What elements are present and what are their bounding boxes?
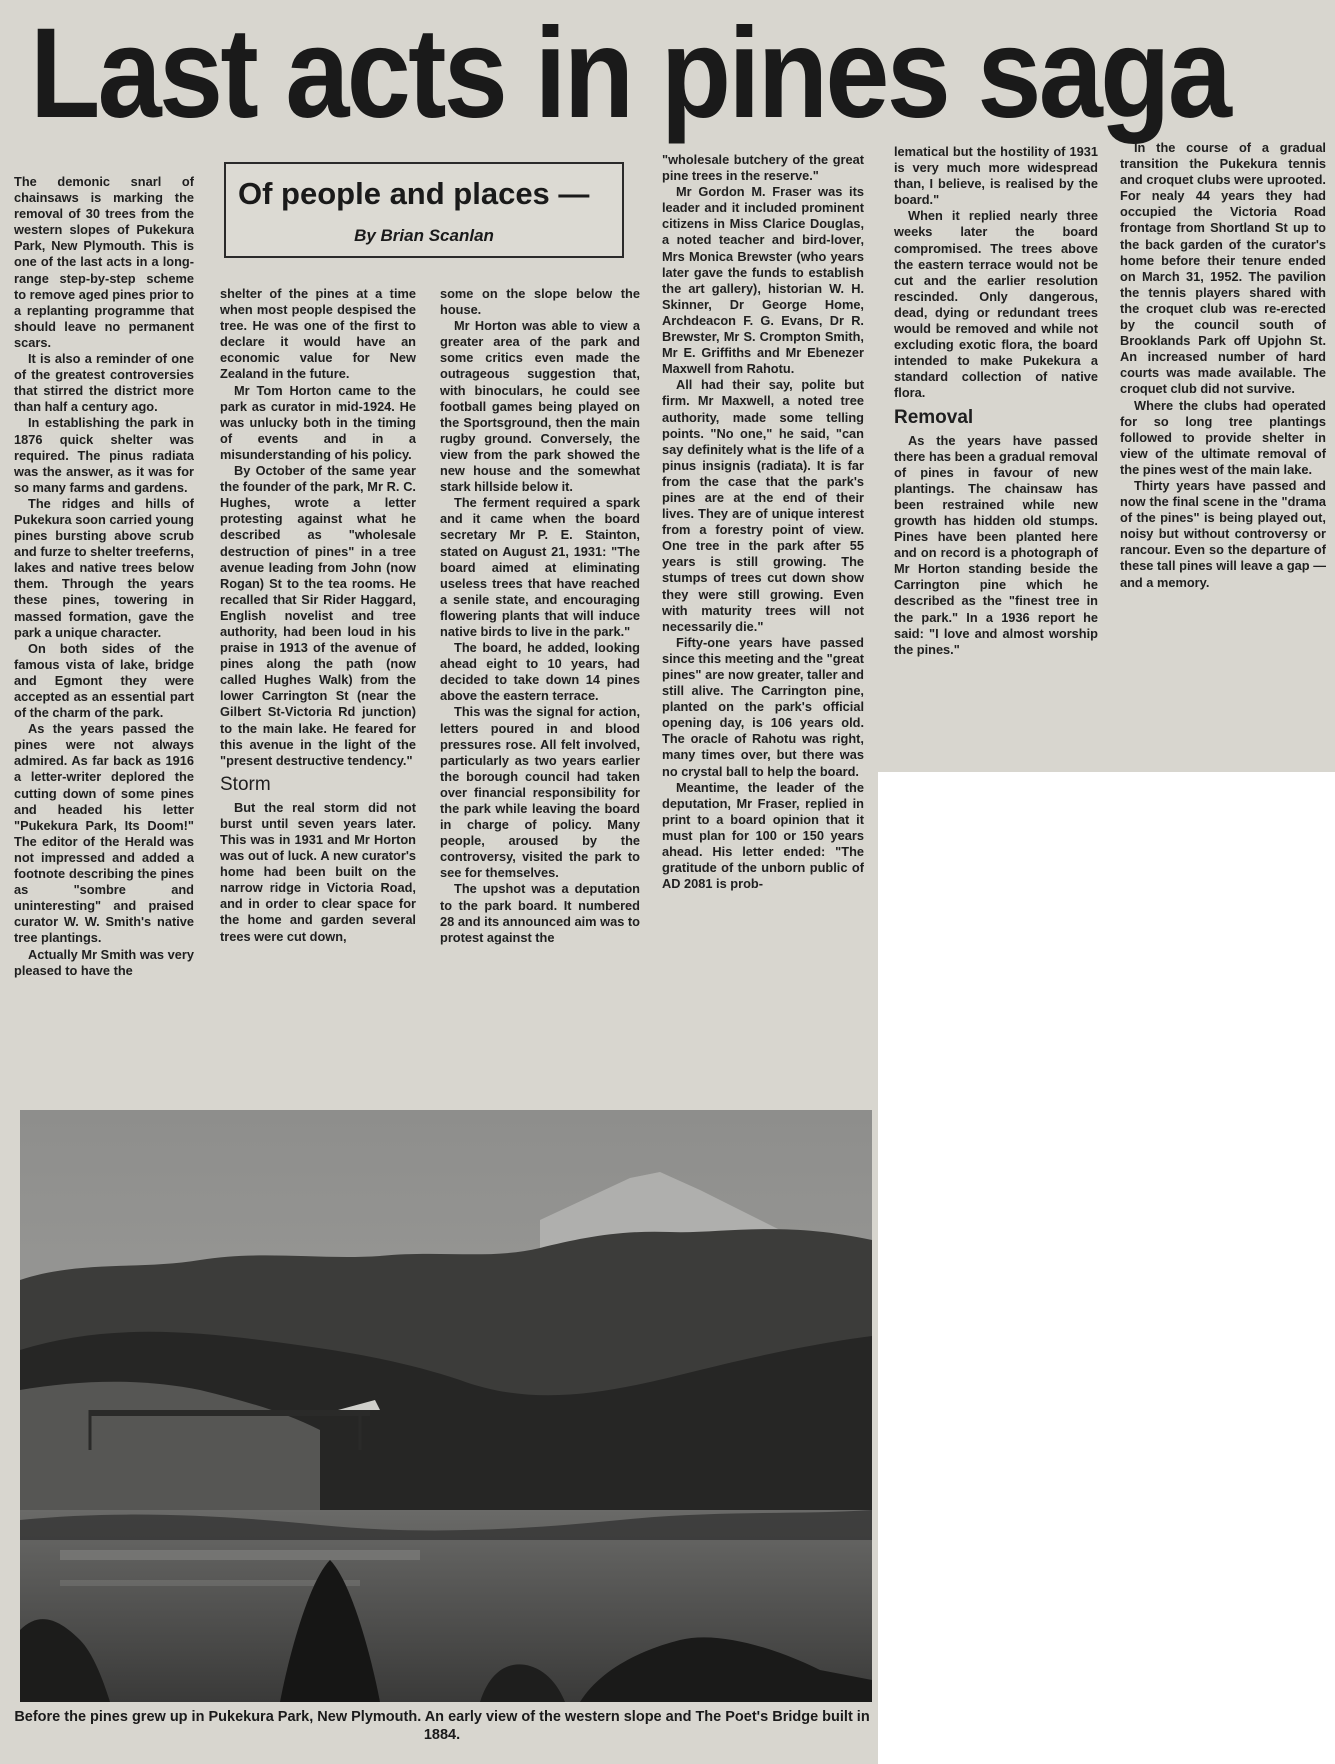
paragraph: In the course of a gradual transition the Pukekura tennis and croquet clubs were uprooted. For nealy 44 years they had occupied the Victoria Road frontage from Shortland St up to the back garden of the curator's home before their tenure ended on March 31, 1952. The pavilion the tennis players shared with the croquet club was re-erected by the council south of Brooklands Park off Upjohn St. An increased number of hard courts was made available. The croquet club did not survive. xyxy=(1120,140,1326,397)
paragraph: some on the slope below the house. xyxy=(440,286,640,318)
column-title: Of people and places — xyxy=(238,176,590,211)
paragraph: The board, he added, looking ahead eight to 10 years, had decided to take down 14 pines above the eastern terrace. xyxy=(440,640,640,704)
park-photograph xyxy=(20,1110,872,1702)
paragraph: By October of the same year the founder of the park, Mr R. C. Hughes, wrote a letter protesting against what he described as "wholesale destruction of pines" in a tree avenue leading from John (now Rogan) St to the tea rooms. He recalled that Sir Rider Haggard, English novelist and tree authority, had been loud in his praise in 1913 of the avenue of pines along the path (now called Hughes Walk) from the lower Carrington St (near the Gilbert St-Victoria Rd junction) to the main lake. He feared for this avenue in the light of the "present destructive tendency." xyxy=(220,463,416,768)
paragraph: The ridges and hills of Pukekura soon carried young pines bursting above scrub and furze to shelter treeferns, lakes and native trees below them. Through the years these pines, towering in massed formation, gave the park a unique character. xyxy=(14,495,194,640)
article-column-3 xyxy=(440,286,640,1104)
paragraph: shelter of the pines at a time when most people despised the tree. He was one of the first to declare it would have an economic value for New Zealand in the future. xyxy=(220,286,416,382)
paragraph: The ferment required a spark and it came when the board secretary Mr P. E. Stainton, stated on August 21, 1931: "The board aimed at eliminating useless trees that have reached a senile state, and encouraging flowering plants that will induce native birds to live in the park." xyxy=(440,495,640,639)
article-column-5 xyxy=(894,144,1098,766)
paragraph: All had their say, polite but firm. Mr Maxwell, a noted tree authority, made some telling points. "No one," he said, "can say definitely what is the life of a pinus insignis (radiata). It is far from the case that the park's pines are at the end of their lives. They are of unique interest from a forestry point of view. One tree in the park after 55 years is still growing. The stumps of trees cut down show they were still growing. Even with maturity trees will not necessarily die." xyxy=(662,377,864,634)
byline-box xyxy=(224,162,624,258)
paragraph: On both sides of the famous vista of lake, bridge and Egmont they were accepted as an essential part of the charm of the park. xyxy=(14,640,194,721)
article-column-1 xyxy=(14,174,194,1104)
article-column-4 xyxy=(662,152,864,1104)
paragraph: Where the clubs had operated for so long tree plantings followed to provide shelter in view of the ultimate removal of the pines west of the main lake. xyxy=(1120,397,1326,477)
paragraph: As the years have passed there has been a gradual removal of pines in favour of new plantings. The chainsaw has been restrained while new growth has hidden old stumps. Pines have been planted here and on record is a photograph of Mr Horton standing beside the Carrington pine which he described as the "finest tree in the park." In a 1936 report he said: "I love and almost worship the pines." xyxy=(894,432,1098,657)
article-column-6 xyxy=(1120,140,1326,766)
paragraph: Actually Mr Smith was very pleased to have the xyxy=(14,946,194,978)
paragraph: Thirty years have passed and now the final scene in the "drama of the pines" is being played out, noisy but without controversy or rancour. Even so the departure of these tall pines will leave a gap — and a memory. xyxy=(1120,477,1326,590)
paragraph: Fifty-one years have passed since this meeting and the "great pines" are now greater, taller and still alive. The Carrington pine, planted on the park's official opening day, is 106 years old. The oracle of Rahotu was right, many times over, but there was no crystal ball to help the board. xyxy=(662,634,864,779)
paragraph: As the years passed the pines were not always admired. As far back as 1916 a letter-writer deplored the cutting down of some pines and headed his letter "Pukekura Park, Its Doom!" The editor of the Herald was not impressed and added a footnote describing the pines as "sombre and uninteresting" and praised curator W. W. Smith's native tree plantings. xyxy=(14,721,194,946)
photo-illustration xyxy=(20,1110,872,1702)
author-byline: By Brian Scanlan xyxy=(354,226,494,245)
paragraph: When it replied nearly three weeks later the board compromised. The trees above the eastern terrace would not be cut and the earlier resolution rescinded. Only dangerous, dead, dying or redundant trees would be removed and while not excluding exotic flora, the board intended to make Pukekura a standard collection of native flora. xyxy=(894,208,1098,401)
subheading-removal: Removal xyxy=(894,406,974,428)
paragraph: It is also a reminder of one of the greatest controversies that stirred the district more than half a century ago. xyxy=(14,351,194,415)
subheading-storm: Storm xyxy=(220,773,271,795)
paragraph: Mr Tom Horton came to the park as curator in mid-1924. He was unlucky both in the timing of events and in a misunderstanding of his policy. xyxy=(220,382,416,462)
paragraph: The upshot was a deputation to the park board. It numbered 28 and its announced aim was to protest against the xyxy=(440,881,640,945)
headline: Last acts in pines saga xyxy=(30,2,1230,145)
paragraph: lematical but the hostility of 1931 is very much more widespread than, I believe, is realised by the board." xyxy=(894,144,1098,208)
paragraph: This was the signal for action, letters poured in and blood pressures rose. All felt involved, particularly as two years earlier the borough council had taken over financial responsibility for the park while leaving the board in charge of policy. Many people, aroused by the controversy, visited the park to see for themselves. xyxy=(440,704,640,881)
article-column-2 xyxy=(220,286,416,1104)
paragraph: But the real storm did not burst until seven years later. This was in 1931 and Mr Horton was out of luck. A new curator's home had been built on the narrow ridge in Victoria Road, and in order to clear space for the home and garden several trees were cut down, xyxy=(220,799,416,944)
paragraph: "wholesale butchery of the great pine trees in the reserve." xyxy=(662,152,864,184)
paragraph: Mr Horton was able to view a greater area of the park and some critics even made the outrageous suggestion that, with binoculars, he could see football games being played on the Sportsground, then the main rugby ground. Conversely, the view from the park showed the new house and the somewhat stark hillside below it. xyxy=(440,318,640,495)
photo-caption: Before the pines grew up in Pukekura Park, New Plymouth. An early view of the western slope and The Poet's Bridge built in 1884. xyxy=(14,1709,870,1743)
paragraph: Meantime, the leader of the deputation, Mr Fraser, replied in print to a board opinion that it must plan for 100 or 150 years ahead. His letter ended: "The gratitude of the unborn public of AD 2081 is prob- xyxy=(662,779,864,892)
paragraph: The demonic snarl of chainsaws is marking the removal of 30 trees from the western slopes of Pukekura Park, New Plymouth. This is one of the last acts in a long-range step-by-step scheme to remove aged pines prior to a replanting programme that should leave no permanent scars. xyxy=(14,174,194,350)
paragraph: In establishing the park in 1876 quick shelter was required. The pinus radiata was the answer, as it was for so many farms and gardens. xyxy=(14,415,194,495)
paragraph: Mr Gordon M. Fraser was its leader and it included prominent citizens in Miss Clarice Douglas, a noted teacher and bird-lover, Mrs Monica Brewster (who years later gave the funds to establish the art gallery), historian W. H. Skinner, Dr George Home, Archdeacon F. G. Evans, Dr R. Brewster, Mr S. Crompton Smith, Mr E. Griffiths and Mr Ebenezer Maxwell from Rahotu. xyxy=(662,184,864,377)
